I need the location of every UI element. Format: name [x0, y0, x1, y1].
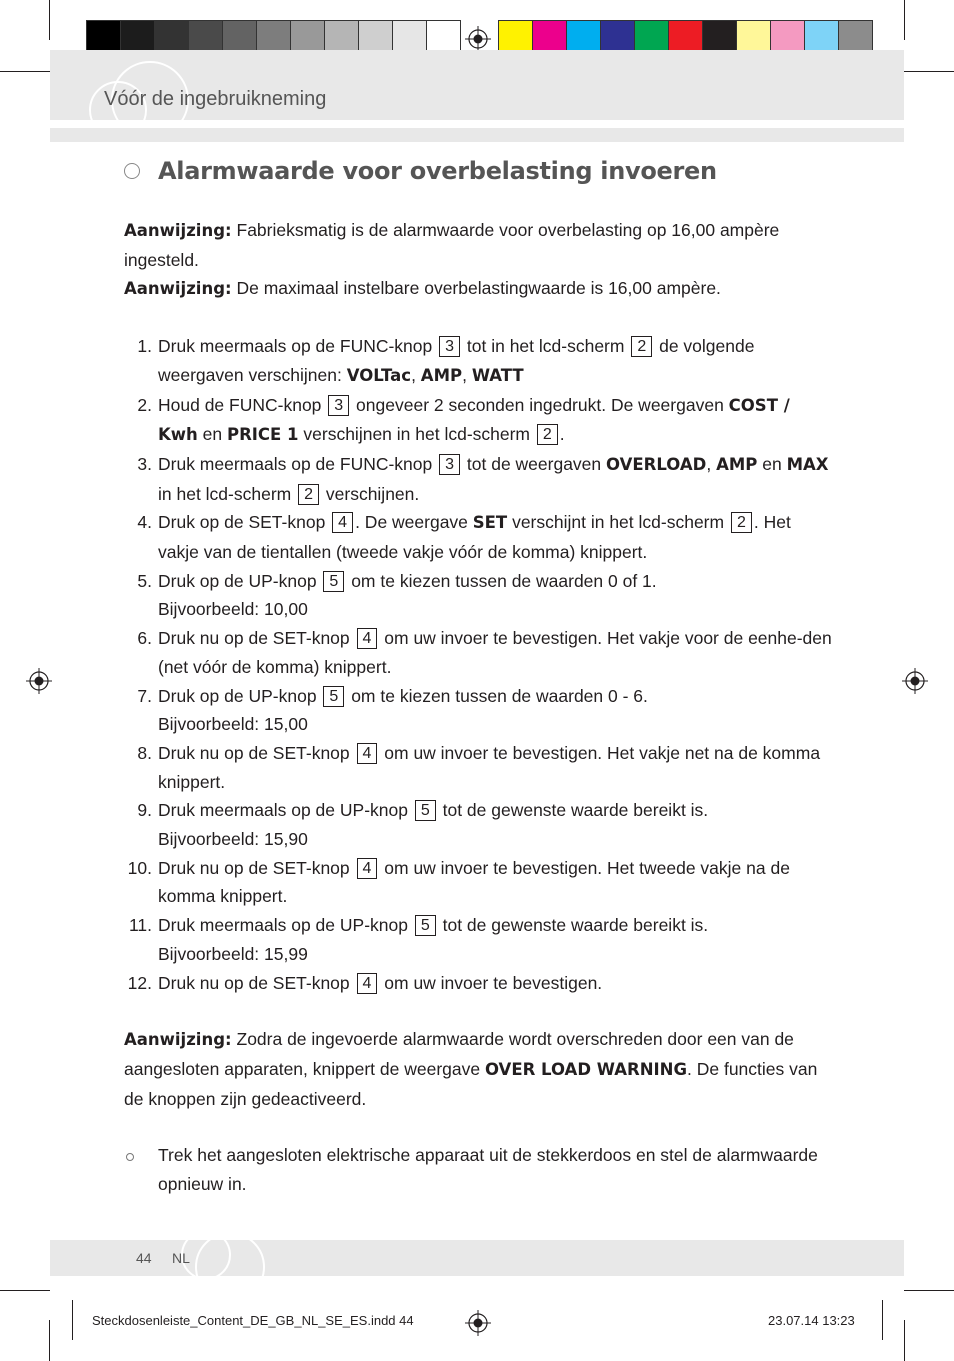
- reference-number-box: 5: [415, 915, 436, 936]
- display-keyword: WATT: [471, 365, 524, 385]
- reference-number-box: 2: [631, 336, 652, 357]
- circle-bullet-icon: [126, 1153, 134, 1161]
- registration-mark-icon: [465, 26, 491, 52]
- step-number: 3.: [137, 453, 152, 474]
- note-3: [124, 1025, 834, 1113]
- header-strip: [50, 128, 904, 142]
- reference-number-box: 2: [298, 484, 319, 505]
- note-2: [124, 274, 834, 304]
- step-text: tot in het lcd-scherm: [462, 336, 630, 357]
- step-number: 6.: [137, 628, 152, 649]
- bullet-text: Trek het aangesloten elektrische apparaat uit de stekkerdoos en stel de alarmwaarde opnieuw in.: [158, 1145, 818, 1195]
- crop-mark: [0, 71, 50, 72]
- step-text: Druk op de UP-knop: [158, 685, 322, 706]
- step-number: 7.: [137, 685, 152, 706]
- step-text: ,: [411, 364, 421, 385]
- page-heading: [124, 157, 717, 185]
- step-text: om te kiezen tussen de waarden 0 - 6.: [346, 685, 648, 706]
- reference-number-box: 4: [332, 512, 353, 533]
- example-value: Bijvoorbeeld: 15,90: [158, 829, 308, 850]
- step-number: 12.: [127, 972, 152, 993]
- example-value: Bijvoorbeeld: 10,00: [158, 599, 308, 620]
- step-number: 10.: [127, 857, 152, 878]
- step-text: om uw invoer te bevestigen.: [379, 972, 603, 993]
- example-value: Bijvoorbeeld: 15,99: [158, 943, 308, 964]
- step-text: ongeveer 2 seconden ingedrukt. De weergaven: [351, 394, 729, 415]
- step-item: [124, 854, 834, 911]
- display-keyword: COST / Kwh: [158, 395, 790, 445]
- heading-title: Alarmwaarde voor overbelasting invoeren: [158, 157, 717, 185]
- step-text: om uw invoer te bevestigen. Het vakje voor de eenhe-den (net vóór de komma) knippert.: [158, 628, 832, 677]
- step-text: . De weergave: [355, 512, 473, 533]
- reference-number-box: 4: [357, 973, 378, 994]
- registration-mark-icon: [902, 668, 928, 694]
- step-text: Druk nu op de SET-knop: [158, 972, 355, 993]
- page-language: NL: [172, 1250, 190, 1266]
- step-item: [124, 450, 834, 508]
- step-text: Druk meermaals op de FUNC-knop: [158, 336, 438, 357]
- reference-number-box: 2: [537, 424, 558, 445]
- step-item: [124, 567, 834, 624]
- step-text: en: [197, 424, 227, 445]
- display-keyword: AMP: [716, 454, 758, 474]
- step-text: Druk op de SET-knop: [158, 512, 331, 533]
- step-text: Druk nu op de SET-knop: [158, 742, 355, 763]
- crop-mark: [72, 1300, 73, 1340]
- slug-filename: Steckdosenleiste_Content_DE_GB_NL_SE_ES.indd 44: [92, 1313, 414, 1328]
- step-text: ,: [706, 453, 717, 474]
- section-title: Vóór de ingebruikneming: [104, 88, 327, 110]
- reference-number-box: 3: [439, 336, 460, 357]
- crop-mark: [49, 1320, 50, 1361]
- reference-number-box: 3: [439, 454, 460, 475]
- step-text: tot de gewenste waarde bereikt is.: [437, 800, 709, 821]
- step-text: Druk meermaals op de UP-knop: [158, 915, 413, 936]
- display-keyword: SET: [472, 513, 508, 533]
- crop-mark: [0, 1290, 50, 1291]
- step-text: verschijnen.: [321, 483, 420, 504]
- step-text: om uw invoer te bevestigen. Het tweede vakje na de komma knippert.: [158, 857, 790, 907]
- step-number: 1.: [137, 336, 152, 357]
- note-display-name: OVER LOAD WARNING: [484, 1059, 687, 1079]
- crop-mark: [882, 1300, 883, 1340]
- reference-number-box: 2: [731, 512, 752, 533]
- step-item: [124, 969, 834, 998]
- reference-number-box: 4: [357, 743, 378, 764]
- step-text: om te kiezen tussen de waarden 0 of 1.: [346, 570, 657, 591]
- reference-number-box: 3: [328, 395, 349, 416]
- reference-number-box: 4: [357, 858, 378, 879]
- reference-number-box: 5: [323, 571, 344, 592]
- steps-list: [124, 332, 834, 997]
- crop-mark: [904, 1290, 954, 1291]
- example-value: Bijvoorbeeld: 15,00: [158, 714, 308, 735]
- step-item: [124, 796, 834, 853]
- crop-mark: [904, 71, 954, 72]
- step-text: tot de weergaven: [462, 453, 607, 474]
- step-text: om uw invoer te bevestigen. Het vakje net na de komma knippert.: [158, 742, 821, 792]
- step-item: [124, 624, 834, 681]
- display-keyword: MAX: [786, 454, 829, 474]
- bullet-item: [124, 1141, 834, 1198]
- step-text: Druk meermaals op de FUNC-knop: [158, 453, 438, 474]
- step-text: tot de gewenste waarde bereikt is.: [437, 915, 709, 936]
- reference-number-box: 4: [357, 628, 378, 649]
- step-text: Druk nu op de SET-knop: [158, 628, 355, 649]
- note-text: De maximaal instelbare overbelastingwaarde is 16,00 ampère.: [236, 278, 721, 299]
- note-label: Aanwijzing:: [124, 279, 232, 299]
- reference-number-box: 5: [323, 686, 344, 707]
- display-keyword: PRICE 1: [226, 425, 299, 445]
- step-text: Druk op de UP-knop: [158, 570, 322, 591]
- slug-date: 23.07.14 13:23: [768, 1313, 855, 1328]
- body-content: [124, 216, 834, 1199]
- step-item: [124, 332, 834, 390]
- note-label: Aanwijzing:: [124, 1030, 232, 1050]
- step-number: 8.: [137, 742, 152, 763]
- step-number: 4.: [137, 512, 152, 533]
- registration-mark-icon: [465, 1310, 491, 1336]
- display-keyword: OVERLOAD: [606, 454, 707, 474]
- step-number: 5.: [137, 570, 152, 591]
- step-item: [124, 508, 834, 566]
- crop-mark: [904, 1320, 905, 1361]
- step-text: . Het vakje van de tientallen (tweede vakje vóór de komma) knippert.: [158, 512, 791, 563]
- crop-mark: [904, 0, 905, 40]
- step-text: de volgende weergaven verschijnen:: [158, 336, 755, 385]
- page-number: 44: [136, 1250, 152, 1266]
- step-text: Houd de FUNC-knop: [158, 394, 327, 415]
- step-item: [124, 739, 834, 796]
- step-text: ,: [462, 364, 472, 385]
- step-number: 9.: [137, 800, 152, 821]
- step-text: verschijnt in het lcd-scherm: [507, 512, 729, 533]
- step-item: [124, 911, 834, 968]
- step-item: [124, 391, 834, 450]
- step-text: verschijnen in het lcd-scherm: [298, 424, 535, 445]
- step-number: 2.: [137, 394, 152, 415]
- crop-mark: [49, 0, 50, 40]
- step-text: Druk meermaals op de UP-knop: [158, 800, 413, 821]
- step-text: Druk nu op de SET-knop: [158, 857, 355, 878]
- note-text-pre: Zodra de ingevoerde alarmwaarde wordt overschreden door een van de aangesloten apparaten, knippert de weergave: [124, 1029, 794, 1079]
- step-text: in het lcd-scherm: [158, 483, 297, 504]
- note-text-post: . De functies van de knoppen zijn gedeactiveerd.: [124, 1058, 818, 1109]
- registration-mark-icon: [26, 668, 52, 694]
- note-1: [124, 216, 834, 274]
- step-text: en: [757, 453, 787, 474]
- display-keyword: VOLTac: [346, 365, 412, 385]
- display-keyword: AMP: [420, 365, 463, 385]
- note-label: Aanwijzing:: [124, 221, 232, 240]
- step-text: .: [559, 424, 565, 445]
- heading-bullet-icon: [124, 163, 140, 179]
- reference-number-box: 5: [415, 800, 436, 821]
- note-text: Fabrieksmatig is de alarmwaarde voor overbelasting op 16,00 ampère ingesteld.: [124, 220, 780, 270]
- step-number: 11.: [128, 915, 152, 936]
- step-item: [124, 682, 834, 739]
